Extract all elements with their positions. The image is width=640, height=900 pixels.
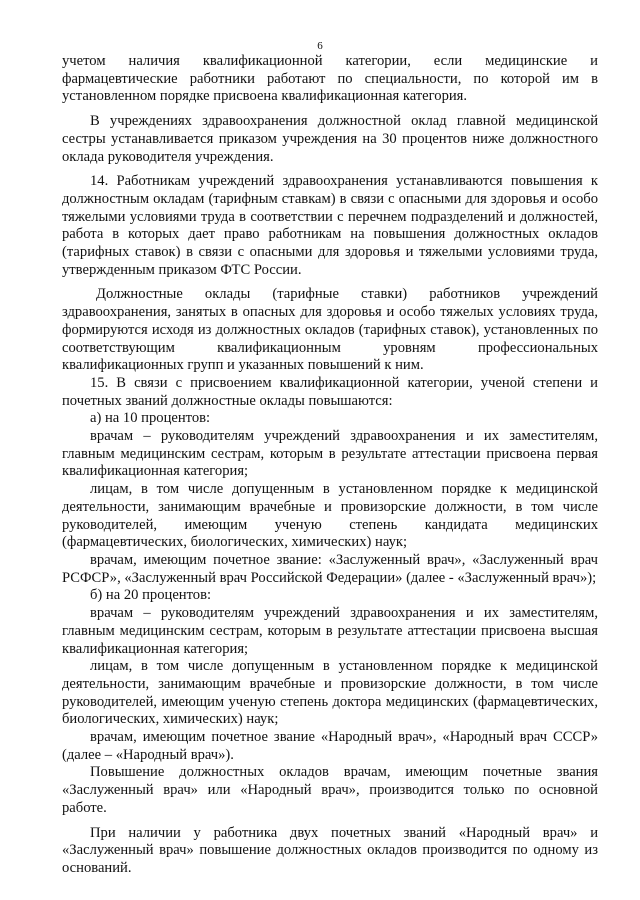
paragraph-b-doctor-degree: лицам, в том числе допущенным в установленном порядке к медицинской деятельности, занимающим врачебные и провизорские должности, в том числе руководителей, имеющим ученую степень доктора медицинских (фармацевтических, биологических, химических) наук; [62,658,598,728]
paragraph-b-highest-category: врачам – руководителям учреждений здравоохранения и их заместителям, главным медицинским сестрам, которым в результате аттестации присвоена высшая квалификационная категория; [62,605,598,657]
paragraph-qualification-continuation: учетом наличия квалификационной категории, если медицинские и фармацевтические работники работают по специальности, по которой им в установленном порядке присвоена квалификационная категория. [62,53,598,105]
paragraph-subitem-a: а) на 10 процентов: [90,410,211,427]
paragraph-a-first-category: врачам – руководителям учреждений здравоохранения и их заместителям, главным медицинским сестрам, которым в результате аттестации присвоена первая квалификационная категория; [62,428,598,480]
paragraph-a-honored-doctor: врачам, имеющим почетное звание: «Заслуженный врач», «Заслуженный врач РСФСР», «Заслуженный врач Российской Федерации» (далее - «Заслуженный врач»); [62,551,598,586]
paragraph-item-14: 14. Работникам учреждений здравоохранения устанавливаются повышения к должностным окладам (тарифным ставкам) в связи с опасными для здоровья и особо тяжелыми условиями труда в соответствии с перечнем подразделений и должностей, работа в которых дает право работникам на повышения должностных окладов (тарифных ставок) в связи с опасными для здоровья и тяжелыми условиями труда, утвержденным приказом ФТС России. [62,173,598,278]
paragraph-a-candidate-degree: лицам, в том числе допущенным в установленном порядке к медицинской деятельности, занимающим врачебные и провизорские должности, в том числе руководителей, имеющим ученую степень кандидата медицинских (фармацевтических, биологических, химических) наук; [62,481,598,551]
paragraph-main-work-only: Повышение должностных окладов врачам, имеющим почетные звания «Заслуженный врач» или «Народный врач», производится только по основной работе. [62,764,598,816]
paragraph-b-peoples-doctor: врачам, имеющим почетное звание «Народный врач», «Народный врач СССР» (далее – «Народный врач»). [62,729,598,763]
paragraph-head-nurse-salary: В учреждениях здравоохранения должностной оклад главной медицинской сестры устанавливается приказом учреждения на 30 процентов ниже должностного оклада руководителя учреждения. [62,113,598,165]
document-body [62,53,598,878]
page-number: 6 [317,40,323,52]
paragraph-hazard-salaries: Должностные оклады (тарифные ставки) работников учреждений здравоохранения, занятых в опасных для здоровья и особо тяжелых условиях труда, формируются исходя из должностных окладов (тарифных ставок), установленных по соответствующим квалификационным уровням профессиональных квалификационных групп и указанных повышений к ним. [62,286,598,374]
paragraph-item-15: 15. В связи с присвоением квалификационной категории, ученой степени и почетных званий должностные оклады повышаются: [62,374,598,409]
paragraph-two-titles: При наличии у работника двух почетных званий «Народный врач» и «Заслуженный врач» повышение должностных окладов производится по одному из оснований. [62,824,598,876]
paragraph-subitem-b: б) на 20 процентов: [90,587,212,604]
